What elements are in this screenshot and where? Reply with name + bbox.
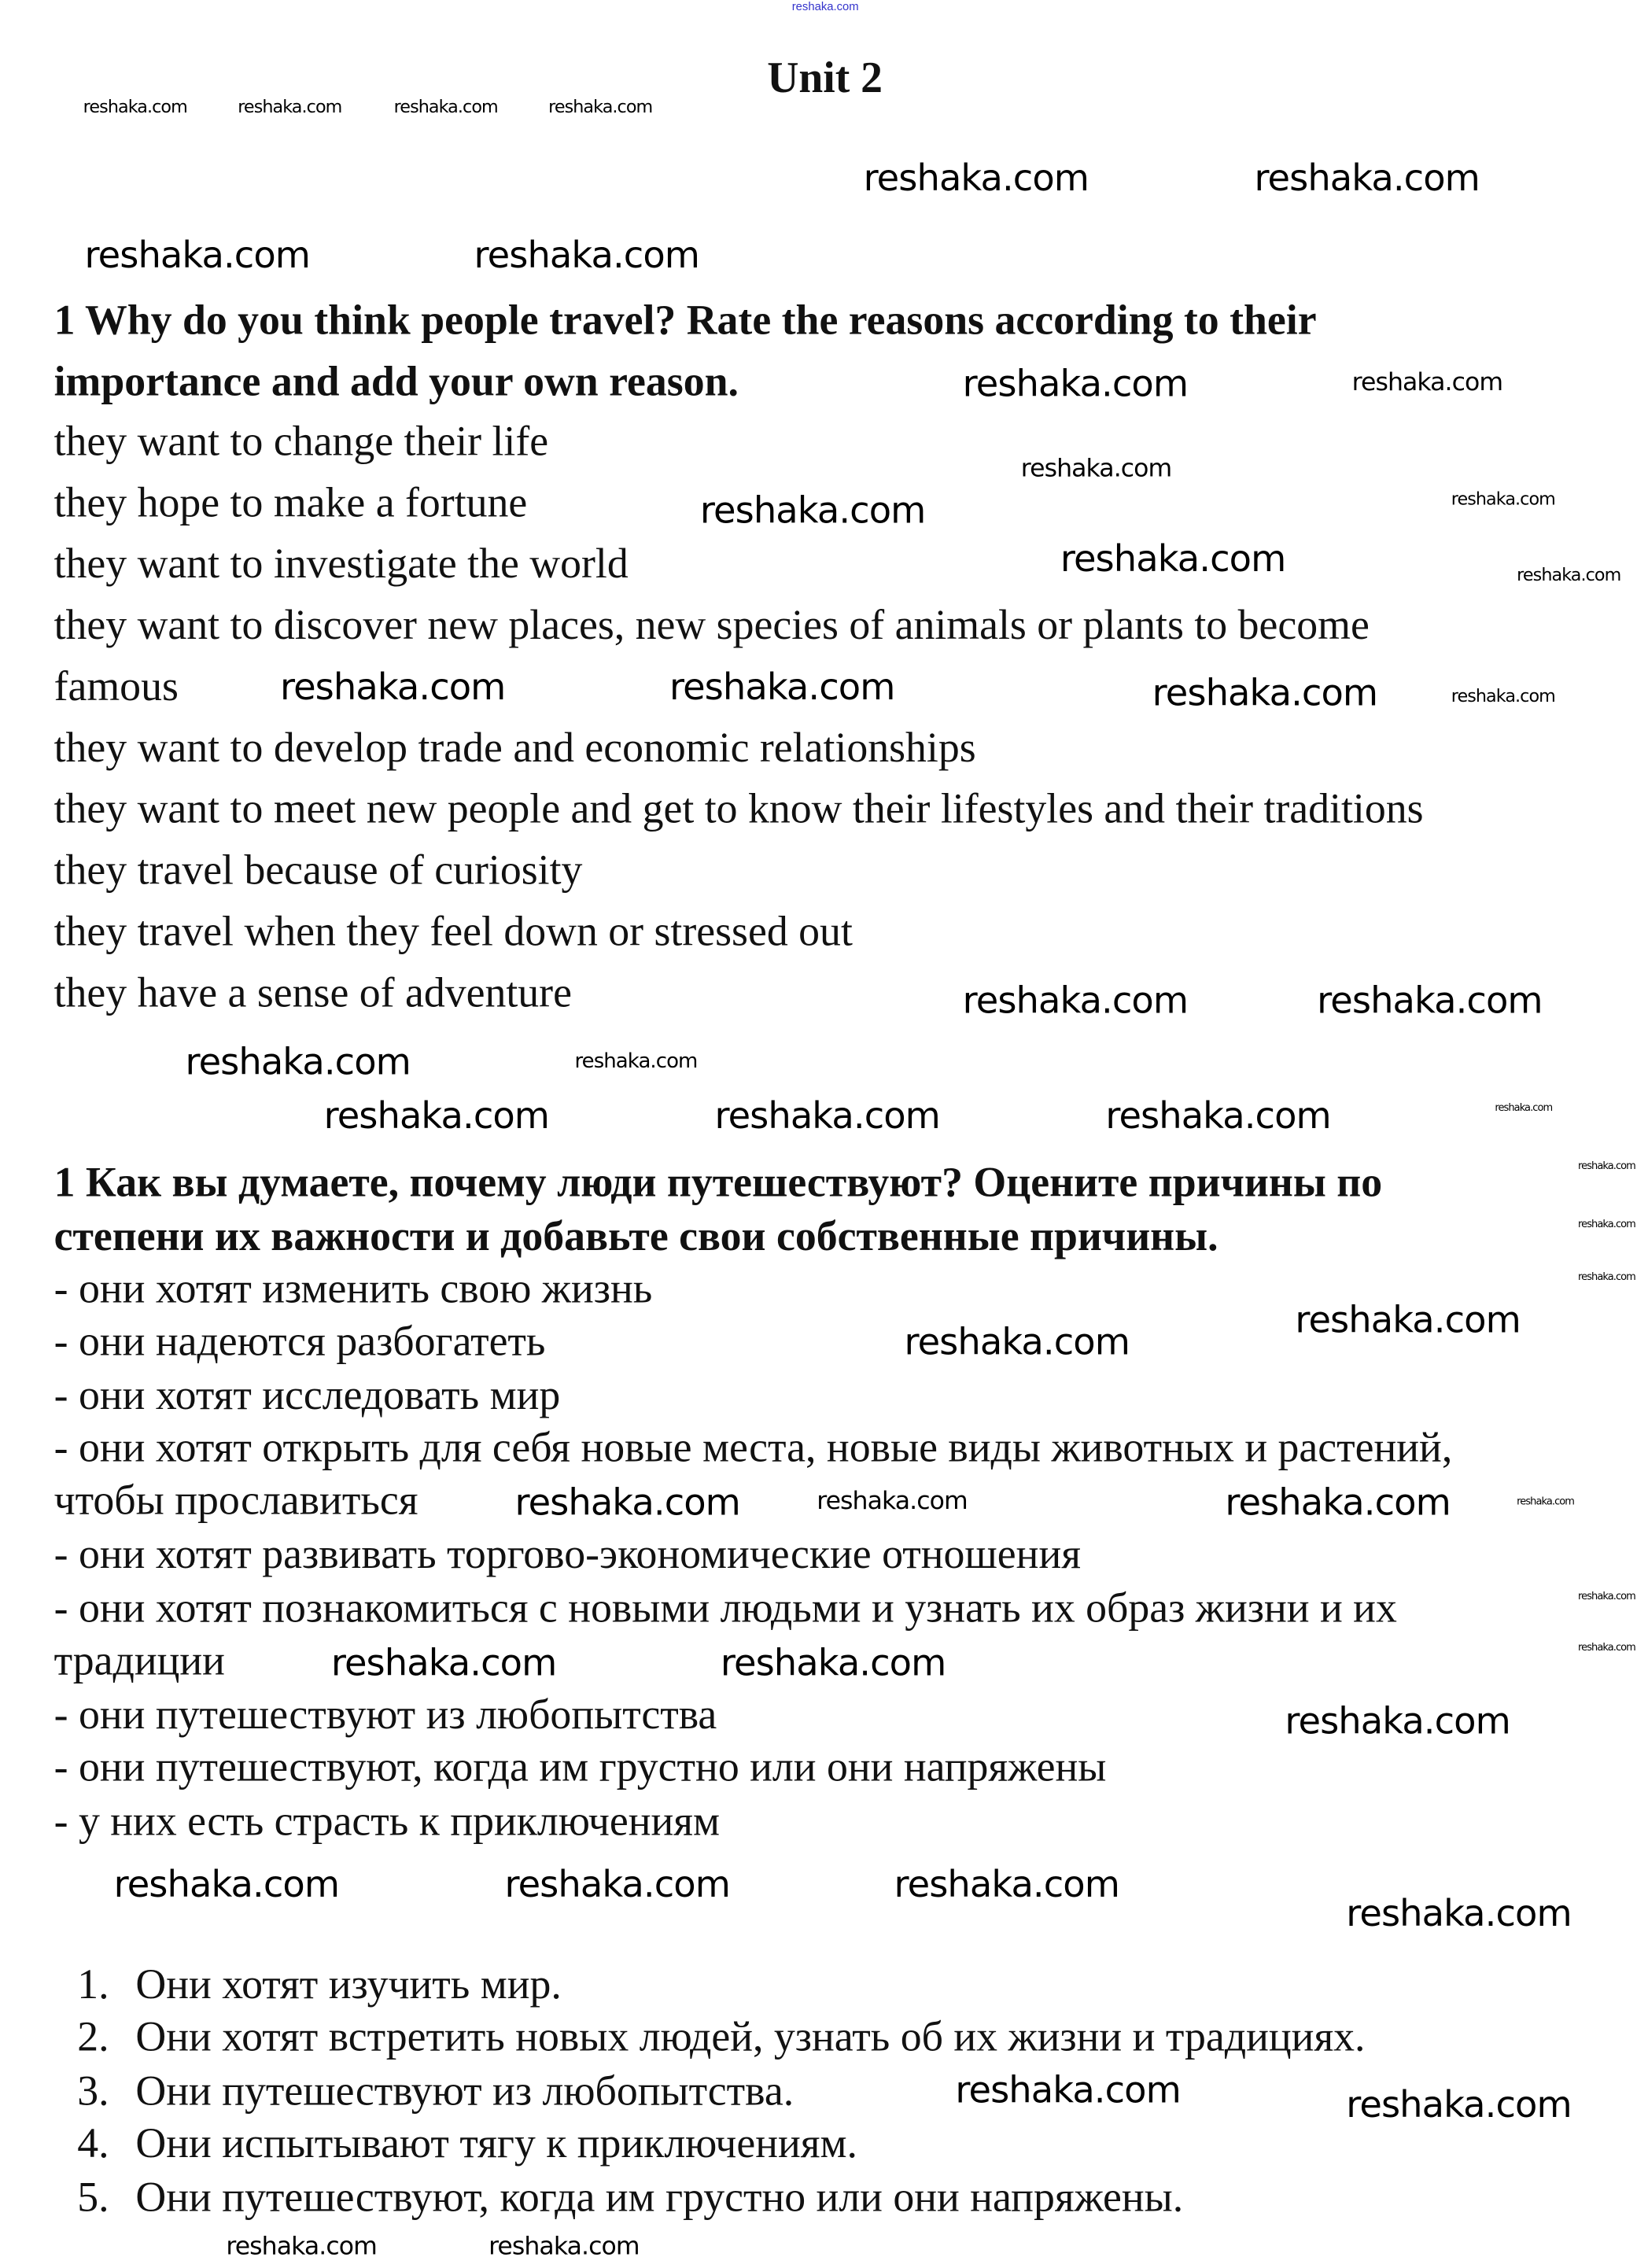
answer-text: Они испытывают тягу к приключениям. xyxy=(135,2120,857,2168)
answer-text: Они хотят встретить новых людей, узнать об их жизни и традициях. xyxy=(135,2014,1366,2061)
watermark: reshaka.com xyxy=(962,979,1189,1022)
watermark: reshaka.com xyxy=(904,1320,1130,1363)
russian-line: - они хотят развивать торгово-экономические отношения xyxy=(53,1531,1081,1579)
watermark: reshaka.com xyxy=(1451,685,1555,706)
english-line: they want to meet new people and get to know their lifestyles and their traditions xyxy=(53,786,1424,833)
answer-text: Они путешествуют из любопытства. xyxy=(135,2067,795,2115)
english-heading-line: 1 Why do you think people travel? Rate the reasons according to their xyxy=(53,297,1317,345)
watermark: reshaka.com xyxy=(1317,979,1543,1022)
watermark: reshaka.com xyxy=(720,1641,946,1684)
watermark: reshaka.com xyxy=(514,1481,740,1524)
watermark: reshaka.com xyxy=(1020,454,1172,484)
watermark: reshaka.com xyxy=(1517,1495,1575,1508)
watermark: reshaka.com xyxy=(894,1863,1119,1906)
watermark: reshaka.com xyxy=(1578,1160,1635,1172)
russian-line: традиции xyxy=(53,1638,225,1685)
watermark: reshaka.com xyxy=(474,234,699,277)
russian-line: - они хотят изменить свою жизнь xyxy=(53,1266,653,1313)
watermark: reshaka.com xyxy=(714,1094,940,1138)
watermark: reshaka.com xyxy=(962,362,1189,405)
english-line: they want to develop trade and economic relationships xyxy=(53,725,976,772)
russian-line: чтобы прославиться xyxy=(53,1477,418,1525)
watermark: reshaka.com xyxy=(84,234,310,277)
watermark: reshaka.com xyxy=(226,2232,377,2262)
watermark: reshaka.com xyxy=(817,1487,968,1517)
english-line: they have a sense of adventure xyxy=(53,969,572,1017)
watermark: reshaka.com xyxy=(1578,1641,1635,1654)
answer-number: 2. xyxy=(77,2014,109,2061)
watermark: reshaka.com xyxy=(1578,1270,1635,1283)
watermark: reshaka.com xyxy=(1152,671,1378,714)
watermark: reshaka.com xyxy=(1351,368,1503,398)
russian-line: - они надеются разбогатеть xyxy=(53,1318,546,1366)
english-line: they want to change their life xyxy=(53,419,549,466)
watermark: reshaka.com xyxy=(113,1863,340,1906)
answer-text: Они путешествуют, когда им грустно или они напряжены. xyxy=(135,2174,1184,2222)
watermark: reshaka.com xyxy=(1346,2083,1572,2126)
page-title: Unit 2 xyxy=(767,53,883,102)
english-line: they travel because of curiosity xyxy=(53,847,583,894)
english-line: they hope to make a fortune xyxy=(53,479,528,527)
russian-heading-line: 1 Как вы думаете, почему люди путешествуют? Оцените причины по xyxy=(53,1159,1383,1207)
watermark: reshaka.com xyxy=(1285,1699,1510,1742)
watermark: reshaka.com xyxy=(669,666,895,709)
watermark: reshaka.com xyxy=(1254,157,1480,200)
watermark: reshaka.com xyxy=(1225,1481,1451,1524)
watermark: reshaka.com xyxy=(699,489,926,532)
watermark: reshaka.com xyxy=(185,1040,411,1083)
answer-number: 5. xyxy=(77,2174,109,2222)
russian-line: - они путешествуют, когда им грустно или они напряжены xyxy=(53,1744,1107,1791)
watermark: reshaka.com xyxy=(1346,1892,1572,1935)
russian-line: - у них есть страсть к приключениям xyxy=(53,1798,721,1846)
english-line: they want to investigate the world xyxy=(53,540,629,588)
answer-number: 3. xyxy=(77,2067,109,2115)
watermark: reshaka.com xyxy=(1105,1094,1331,1138)
english-line: famous xyxy=(53,663,179,710)
watermark: reshaka.com xyxy=(1295,1298,1521,1341)
answer-text: Они хотят изучить мир. xyxy=(135,1961,562,2008)
watermark: reshaka.com xyxy=(1578,1219,1635,1230)
watermark: reshaka.com xyxy=(1495,1101,1553,1114)
watermark: reshaka.com xyxy=(1517,564,1621,585)
watermark: reshaka.com xyxy=(393,96,498,117)
watermark: reshaka.com xyxy=(574,1049,698,1074)
watermark: reshaka.com xyxy=(238,96,342,117)
watermark: reshaka.com xyxy=(955,2068,1181,2111)
watermark: reshaka.com xyxy=(1451,489,1555,510)
watermark: reshaka.com xyxy=(1578,1590,1635,1602)
russian-line: - они хотят исследовать мир xyxy=(53,1372,561,1419)
answer-number: 1. xyxy=(77,1961,109,2008)
russian-line: - они путешествуют из любопытства xyxy=(53,1691,717,1739)
watermark: reshaka.com xyxy=(1060,537,1286,580)
watermark: reshaka.com xyxy=(330,1641,557,1684)
english-heading-line: importance and add your own reason. xyxy=(53,359,739,406)
russian-line: - они хотят познакомиться с новыми людьми и узнать их образ жизни и их xyxy=(53,1585,1397,1632)
english-line: they travel when they feel down or stressed out xyxy=(53,909,853,956)
answer-number: 4. xyxy=(77,2120,109,2168)
watermark: reshaka.com xyxy=(548,96,653,117)
watermark: reshaka.com xyxy=(279,666,506,709)
top-watermark-link[interactable]: reshaka.com xyxy=(791,0,859,13)
watermark: reshaka.com xyxy=(489,2232,640,2262)
watermark: reshaka.com xyxy=(504,1863,730,1906)
russian-line: - они хотят открыть для себя новые места, новые виды животных и растений, xyxy=(53,1425,1453,1472)
russian-heading-line: степени их важности и добавьте свои собственные причины. xyxy=(53,1213,1218,1260)
watermark: reshaka.com xyxy=(323,1094,550,1138)
watermark: reshaka.com xyxy=(863,157,1089,200)
watermark: reshaka.com xyxy=(83,96,187,117)
english-line: they want to discover new places, new species of animals or plants to become xyxy=(53,602,1370,650)
